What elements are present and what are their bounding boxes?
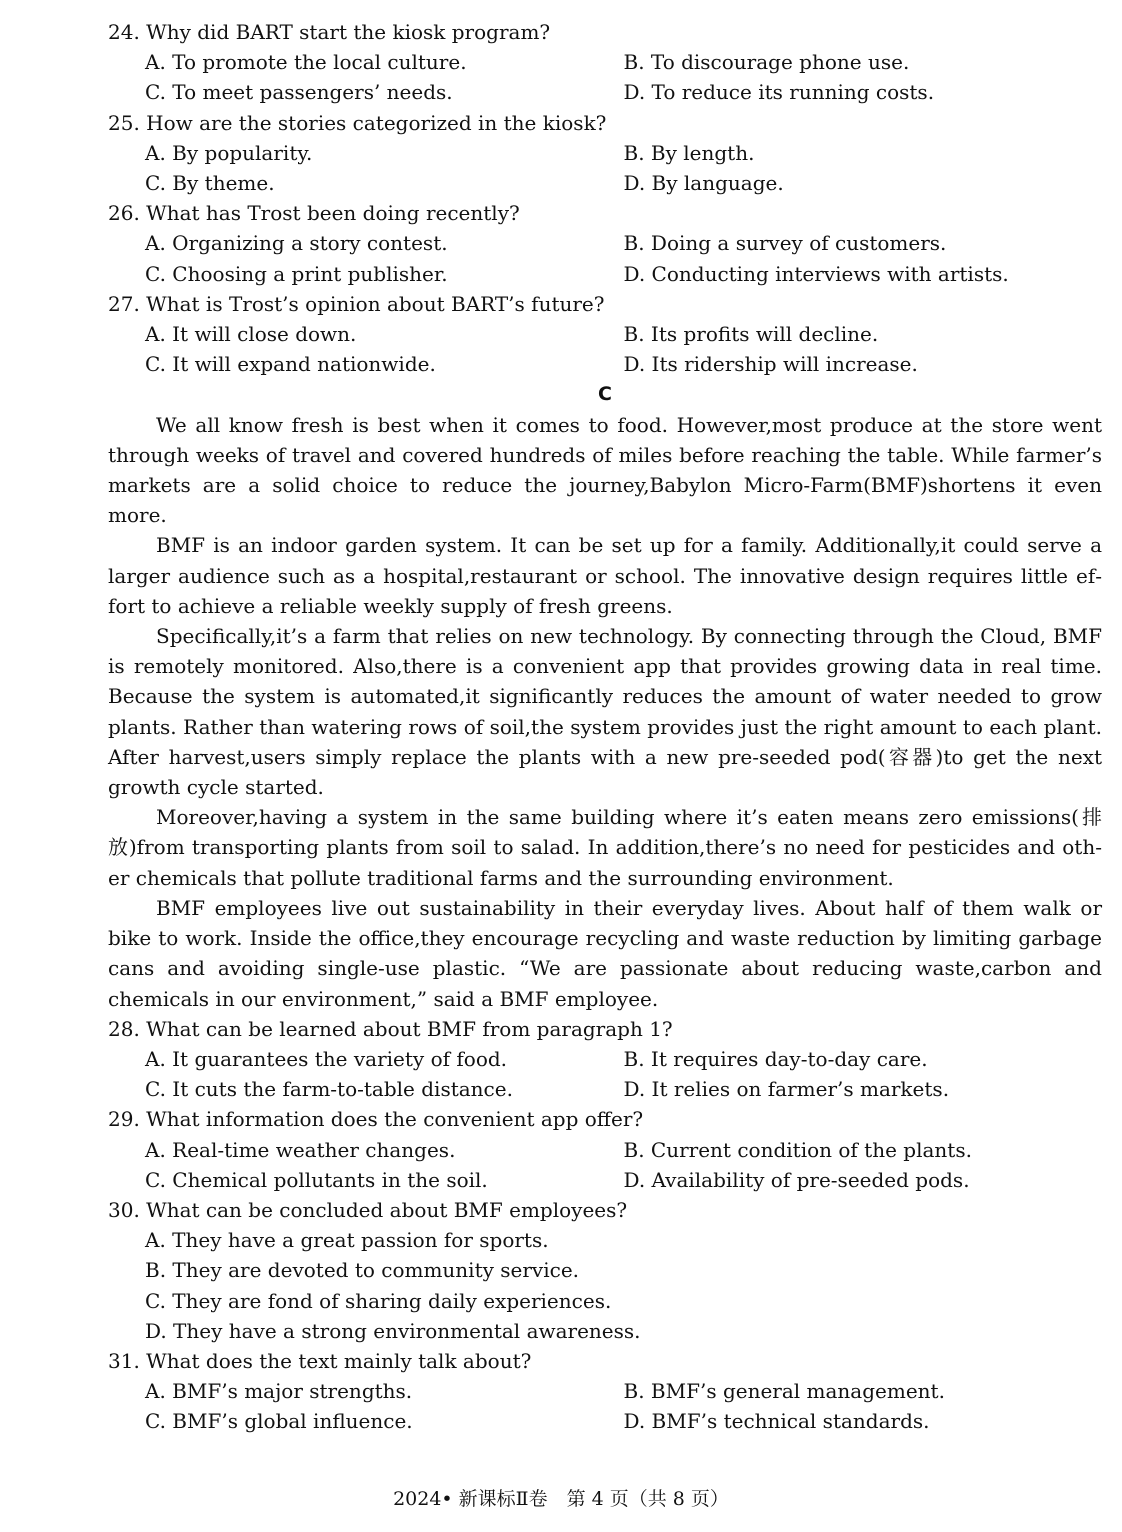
option-row (145, 77, 1102, 107)
question-stem: 26. What has Trost been doing recently? (108, 201, 520, 226)
question-29 (108, 1104, 1102, 1195)
passage-paragraph-2: BMF is an indoor garden system. It can be set up for a family. Additionally,it could serve a larger audience such as a hospital,restaurant or school. The innovative design requires little effort to achieve a reliable weekly supply of fresh greens. (108, 533, 1102, 618)
option-b: B. It requires day-to-day care. (623, 1046, 928, 1071)
page-footer: 2024• 新课标Ⅱ卷 第 4 页（共 8 页） (393, 1488, 729, 1510)
question-27 (108, 289, 1102, 380)
option-b: B. They are devoted to community service. (145, 1258, 580, 1283)
option-row (145, 1074, 1102, 1104)
option-b: B. BMF’s general management. (623, 1379, 945, 1404)
question-stem: 25. How are the stories categorized in the kiosk? (108, 110, 607, 135)
passage-paragraph-4: Moreover,having a system in the same building where it’s eaten means zero emissions(排放)from transporting plants from soil to salad. In addition,there’s no need for pesticides and other chemicals that pollute traditional farms and the surrounding environment. (108, 805, 1102, 890)
option-b: B. Current condition of the plants. (623, 1137, 972, 1162)
passage-paragraph-5: BMF employees live out sustainability in their everyday lives. About half of them walk or bike to work. Inside the office,they encourage recycling and waste reduction by limiting garbage cans and avoiding single-use plastic. “We are passionate about reducing waste,carbon and chemicals in our environment,” said a BMF employee. (108, 895, 1102, 1011)
option-c: C. To meet passengers’ needs. (145, 80, 453, 105)
question-26 (108, 198, 1102, 289)
question-stem: 24. Why did BART start the kiosk program? (108, 20, 551, 44)
option-row (145, 138, 1102, 168)
option-row (145, 349, 1102, 379)
option-a: A. It guarantees the variety of food. (145, 1046, 508, 1071)
option-row (145, 1406, 1102, 1436)
question-24 (108, 17, 1102, 108)
option-c: C. Chemical pollutants in the soil. (145, 1167, 488, 1192)
option-b: B. By length. (623, 140, 755, 165)
option-row (145, 259, 1102, 289)
option-b: B. To discourage phone use. (623, 50, 910, 75)
question-25 (108, 108, 1102, 199)
passage-paragraph-1: We all know fresh is best when it comes to food. However,most produce at the store went through weeks of travel and covered hundreds of miles before reaching the table. While farmer’s markets are a solid choice to reduce the journey,Babylon Micro-Farm(BMF)shortens it even more. (108, 412, 1102, 528)
option-a: A. It will close down. (145, 322, 357, 347)
option-row (145, 319, 1102, 349)
option-row (145, 1135, 1102, 1165)
option-a: A. BMF’s major strengths. (145, 1379, 413, 1404)
option-row (145, 168, 1102, 198)
question-31 (108, 1346, 1102, 1437)
question-stem: 31. What does the text mainly talk about? (108, 1348, 532, 1373)
option-c: C. Choosing a print publisher. (145, 261, 448, 286)
option-row (145, 228, 1102, 258)
option-c: C. They are fond of sharing daily experiences. (145, 1288, 612, 1313)
question-options (108, 228, 1102, 288)
option-a: A. They have a great passion for sports. (145, 1228, 549, 1253)
option-d: D. Availability of pre-seeded pods. (623, 1167, 970, 1192)
question-options (108, 1135, 1102, 1195)
option-d: D. BMF’s technical standards. (623, 1409, 930, 1434)
question-stem: 30. What can be concluded about BMF employees? (108, 1197, 628, 1222)
option-c: C. By theme. (145, 171, 275, 196)
passage (108, 410, 1102, 1014)
option-a: A. By popularity. (145, 140, 313, 165)
section-heading: C (598, 383, 612, 406)
option-row (145, 1044, 1102, 1074)
option-c: C. It cuts the farm-to-table distance. (145, 1077, 513, 1102)
question-options (108, 319, 1102, 379)
option-a: A. Organizing a story contest. (145, 231, 448, 256)
option-a: A. Real-time weather changes. (145, 1137, 456, 1162)
option-row (145, 47, 1102, 77)
option-d: D. By language. (623, 171, 784, 196)
option-d: D. To reduce its running costs. (623, 80, 935, 105)
option-d: D. Its ridership will increase. (623, 352, 918, 377)
question-stem: 27. What is Trost’s opinion about BART’s future? (108, 291, 605, 316)
option-b: B. Its profits will decline. (623, 322, 879, 347)
question-options (108, 1044, 1102, 1104)
question-options (108, 1376, 1102, 1436)
option-row (145, 1165, 1102, 1195)
option-d: D. Conducting interviews with artists. (623, 261, 1009, 286)
option-row (145, 1376, 1102, 1406)
option-b: B. Doing a survey of customers. (623, 231, 947, 256)
question-options (108, 138, 1102, 198)
question-options (108, 47, 1102, 107)
option-d: D. They have a strong environmental awareness. (145, 1318, 641, 1343)
option-c: C. BMF’s global influence. (145, 1409, 413, 1434)
question-stem: 29. What information does the convenient app offer? (108, 1107, 644, 1132)
exam-page (108, 17, 1102, 1437)
question-30 (108, 1195, 1102, 1346)
option-a: A. To promote the local culture. (145, 50, 467, 75)
question-options (108, 1225, 1102, 1346)
option-d: D. It relies on farmer’s markets. (623, 1077, 950, 1102)
option-c: C. It will expand nationwide. (145, 352, 436, 377)
passage-paragraph-3: Specifically,it’s a farm that relies on new technology. By connecting through the Cloud, BMF is remotely monitored. Also,there is a convenient app that provides growing data in real time. Because the system is automated,it significantly reduces the amount of water needed to grow plants. Rather than watering rows of soil,the system provides just the right amount to each plant. After harvest,users simply replace the plants with a new pre-seeded pod(容器)to get the next growth cycle started. (108, 624, 1102, 800)
question-28 (108, 1014, 1102, 1105)
question-stem: 28. What can be learned about BMF from paragraph 1? (108, 1016, 673, 1041)
